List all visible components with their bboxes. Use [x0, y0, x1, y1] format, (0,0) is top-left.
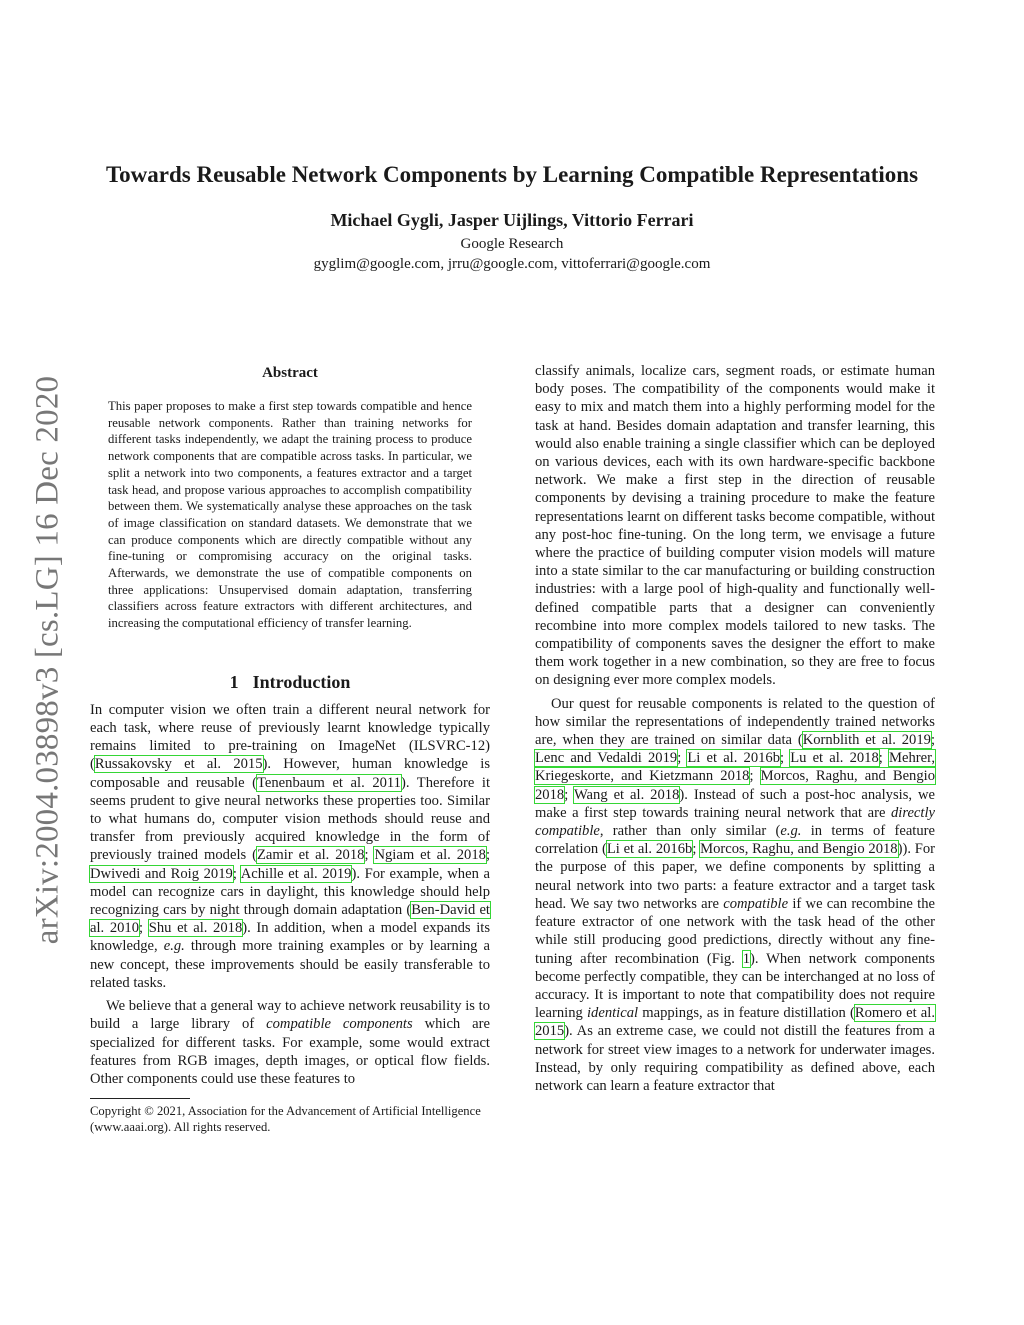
figure-link[interactable]: 1 [742, 950, 750, 967]
section-heading-introduction [90, 670, 490, 694]
paper-authors: Michael Gygli, Jasper Uijlings, Vittorio Ferrari [330, 210, 694, 230]
citation-link[interactable]: Morcos, Raghu, and Bengio 2018 [535, 768, 935, 803]
intro-paragraph-1: In computer vision we often train a different neural network for each task, where reuse of previously learnt knowledge typically remains limited to pre-training on ImageNet (ILSVRC-12) (Russakovsky et al. 2015). However, human knowledge is composable and reusable (Tenenbaum et al. 2011). Therefore it seems prudent to give neural networks these properties too. Similar to what humans do, computer vision methods should reuse and transfer from previously acquired knowledge in the form of previously trained models (Zamir et al. 2018; Ngiam et al. 2018; Dwivedi and Roig 2019; Achille et al. 2019). For example, when a model can recognize cars in daylight, this knowledge should help recognizing cars by night through domain adaptation (Ben-David et al. 2010; Shu et al. 2018). In addition, when a model expands its knowledge, e.g. through more training examples or by learning a new concept, these improvements should be easily transferable to related tasks. [90, 701, 491, 991]
citation-link[interactable]: Achille et al. 2019 [240, 865, 352, 882]
arxiv-id: arXiv:2004.03898v3 [cs.LG] 16 Dec 2020 [29, 375, 66, 945]
footnote-divider [90, 1098, 190, 1099]
citation-link[interactable]: Russakovsky et al. 2015 [94, 756, 263, 773]
citation-link[interactable]: Ngiam et al. 2018 [374, 847, 486, 864]
citation-link[interactable]: Tenenbaum et al. 2011 [257, 774, 401, 791]
abstract-text: This paper proposes to make a first step towards compatible and hence reusable network components. Rather than training networks for different tasks independently, we adapt the training process to produce network components that are compatible across tasks. In particular, we split a network into two components, a features extractor and a target task head, and propose various approaches to accomplish compatibility between them. We systematically analyse these approaches on the task of image classification on standard datasets. We demonstrate that we can produce components which are directly compatible without any fine-tuning or compromising accuracy on the original tasks. Afterwards, we demonstrate the use of compatible components on three applications: Unsupervised domain adaptation, transferring classifiers across feature extractors with different architectures, and increasing the computational efficiency of transfer learning. [108, 399, 472, 631]
section-number: 1 [229, 671, 239, 692]
intro-paragraph-4: Our quest for reusable components is related to the question of how similar the representations of independently trained networks are, when they are trained on similar data (Kornblith et al. 2019; Lenc and Vedaldi 2019; Li et al. 2016b; Lu et al. 2018; Mehrer, Kriegeskorte, and Kietzmann 2018; Morcos, Raghu, and Bengio 2018; Wang et al. 2018). Instead of such a post-hoc analysis, we make a first step towards training neural network that are directly compatible, rather than only similar (e.g. in terms of feature correlation (Li et al. 2016b; Morcos, Raghu, and Bengio 2018)). For the purpose of this paper, we define components by splitting a neural network into two parts: a feature extractor and a target task head. We say two networks are compatible if we can recombine the feature extractor of one network with the task head of the other while still producing good predictions, directly without any fine-tuning after recombination (Fig. 1). When network components become perfectly compatible, they can be interchanged at no loss of accuracy. It is important to note that compatibility does not require learning identical mappings, as in feature distillation (Romero et al. 2015). As an extreme case, we could not distill the features from a network for street view images to a network for underwater images. Instead, by only requiring compatibility as defined above, each network can learn a feature extractor that [535, 695, 936, 1094]
right-column [535, 362, 935, 1095]
citation-link[interactable]: Mehrer, Kriegeskorte, and Kietzmann 2018 [535, 750, 935, 785]
citation-link[interactable]: Ben-David et al. 2010 [90, 902, 490, 937]
author-affiliation: Google Research [460, 236, 564, 252]
citation-link[interactable]: Shu et al. 2018 [148, 920, 243, 937]
paper-title: Towards Reusable Network Components by Learning Compatible Representations [105, 162, 919, 187]
citation-link[interactable]: Romero et al. 2015 [535, 1005, 935, 1040]
copyright-footnote: Copyright © 2021, Association for the Advancement of Artificial Intelligence (www.aaai.org). All rights reserved. [90, 1104, 481, 1135]
citation-link[interactable]: Lu et al. 2018 [790, 750, 879, 767]
citation-link[interactable]: Li et al. 2016b [606, 841, 693, 858]
intro-paragraph-2: We believe that a general way to achieve network reusability is to build a large library of compatible components which are specialized for different tasks. For example, some would extract features from RGB images, depth images, or optical flow fields. Other components could use these features to [90, 998, 490, 1087]
arxiv-watermark [18, 350, 78, 970]
citation-link[interactable]: Lenc and Vedaldi 2019 [535, 750, 678, 767]
citation-link[interactable]: Kornblith et al. 2019 [802, 732, 931, 749]
citation-link[interactable]: Li et al. 2016b [687, 750, 781, 767]
intro-paragraph-3: classify animals, localize cars, segment roads, or estimate human body poses. The compatibility of the components would make it easy to mix and match them into a highly performing model for the task at hand. Besides domain adaptation and transfer learning, this would also enable training a single classifier which can be deployed on various devices, each with its own hardware-specific backbone network. We make a first step in the direction of reusable components by devising a training procedure to make the feature representations learnt on different tasks become compatible, without any post-hoc fine-tuning. On the long term, we envisage a future where the practice of building computer vision models will mature into a state similar to the car manufacturing or building construction industries: with a large pool of high-quality and functionally well-defined compatible parts that a designer can conveniently recombine into more complex models tailored to new tasks. The compatibility of components saves the designer the effort to make them work together in a new combination, so they are free to focus on designing ever more complex models. [535, 363, 935, 689]
citation-link[interactable]: Wang et al. 2018 [573, 786, 680, 803]
citation-link[interactable]: Morcos, Raghu, and Bengio 2018 [700, 841, 898, 858]
left-column [90, 362, 490, 1135]
author-emails: gyglim@google.com, jrru@google.com, vittoferrari@google.com [313, 256, 711, 272]
abstract-heading: Abstract [262, 365, 318, 381]
citation-link[interactable]: Dwivedi and Roig 2019 [90, 865, 233, 882]
section-title: Introduction [252, 671, 351, 692]
citation-link[interactable]: Zamir et al. 2018 [257, 847, 365, 864]
